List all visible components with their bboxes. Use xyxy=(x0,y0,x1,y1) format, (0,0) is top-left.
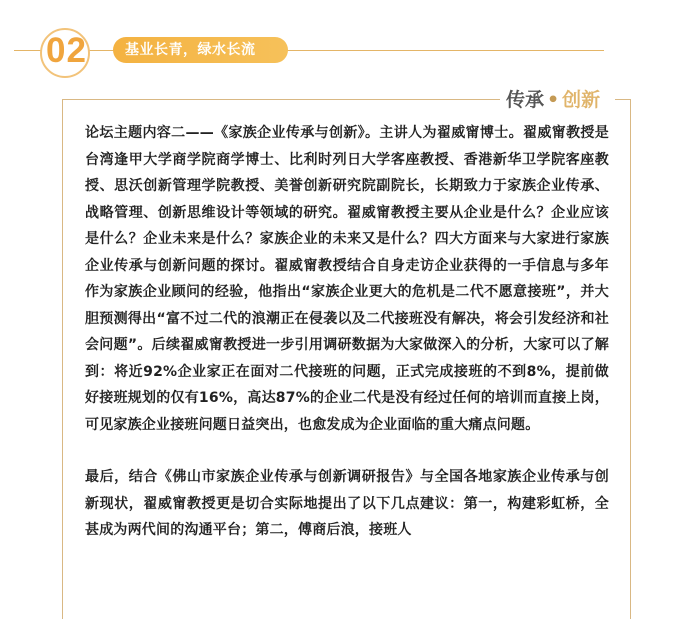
header-divider-line xyxy=(14,50,604,51)
paragraph-1: 论坛主题内容二——《家族企业传承与创新》。主讲人为翟威甯博士。翟威甯教授是台湾逢甲大学商学院商学博士、比利时列日大学客座教授、香港新华卫学院客座教授、思沃创新管理学院教授、美誉创新研究院副院长，长期致力于家族企业传承、战略管理、创新思维设计等领域的研究。翟威甯教授主要从企业是什么？企业应该是什么？企业未来是什么？家族企业的未来又是什么？四大方面来与大家进行家族企业传承与创新问题的探讨。翟威甯教授结合自身走访企业获得的一手信息与多年作为家族企业顾问的经验，他指出“家族企业更大的危机是二代不愿意接班”，并大胆预测得出“富不过二代的浪潮正在侵袭以及二代接班没有解决，将会引发经济和社会问题”。后续翟威甯教授进一步引用调研数据为大家做深入的分析，大家可以了解到：将近92%企业家正在面对二代接班的问题，正式完成接班的不到8%，提前做好接班规划的仅有16%，高达87%的企业二代是没有经过任何的培训而直接上岗，可见家族企业接班问题日益突出，也愈发成为企业面临的重大痛点问题。 xyxy=(85,125,609,433)
tag-dot: • xyxy=(547,89,560,111)
paragraph-2: 最后，结合《佛山市家族企业传承与创新调研报告》与全国各地家族企业传承与创新现状，翟威甯教授更是切合实际地提出了以下几点建议：第一，构建彩虹桥，全甚成为两代间的沟通平台；第二，傅商后浪，接班人 xyxy=(85,469,609,538)
tag-left-word: 传承 xyxy=(506,89,545,111)
section-number: 02 xyxy=(46,31,87,70)
section-subtitle-badge: 基业长青，绿水长流 xyxy=(113,37,288,63)
article-body xyxy=(85,120,609,544)
tag-right-word: 创新 xyxy=(562,89,601,111)
inheritance-innovation-tag xyxy=(506,86,600,114)
